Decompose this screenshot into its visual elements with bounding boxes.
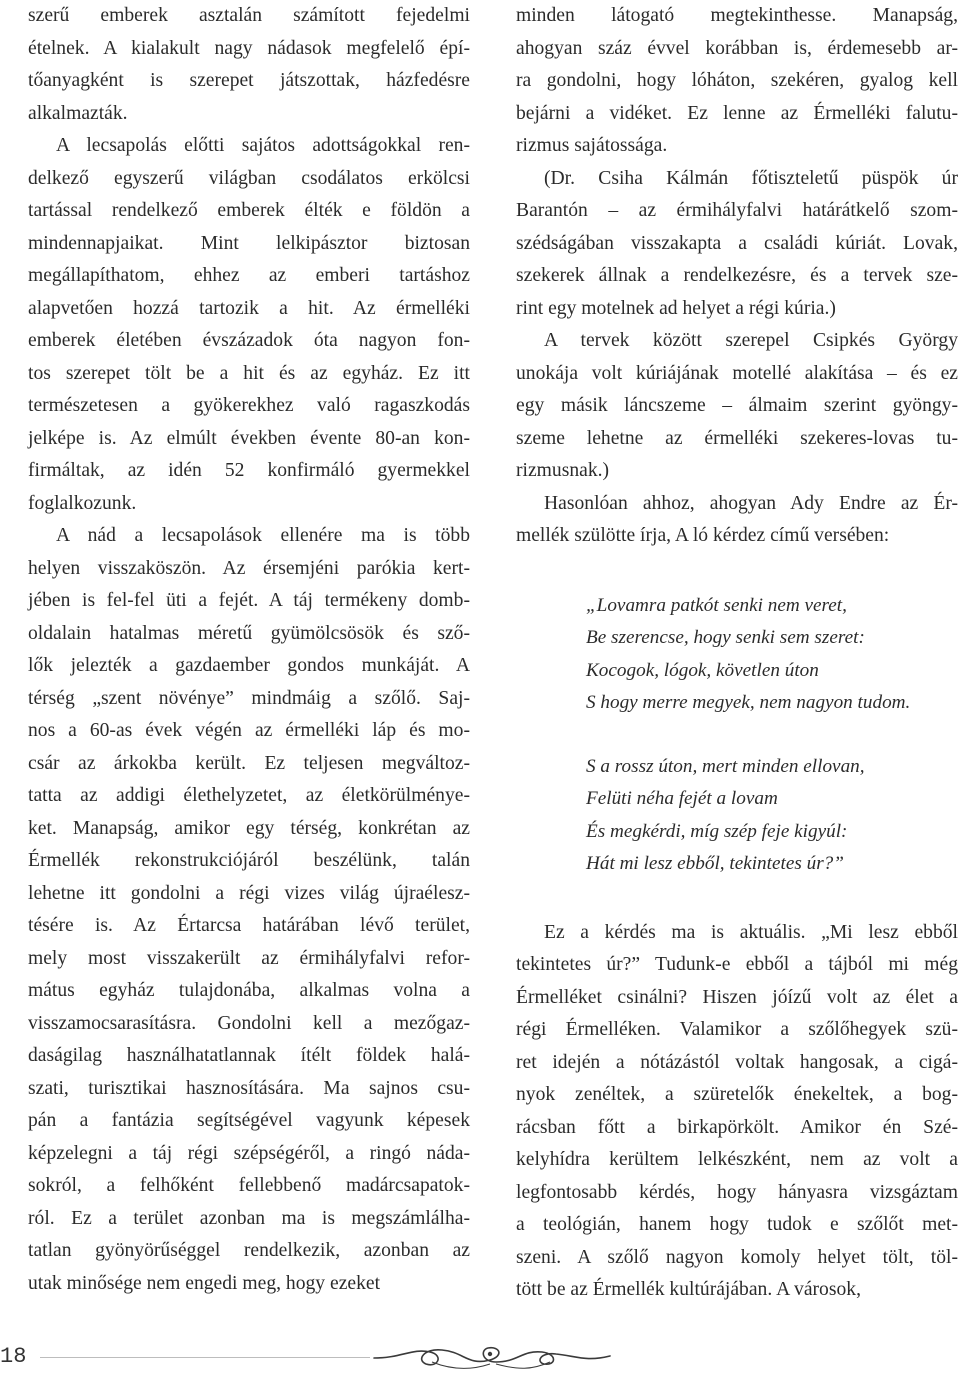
- text-line: oldalain hatalmas méretű gyümölcsösök és sző-: [28, 622, 470, 644]
- text-line: A nád a lecsapolások ellenére ma is több: [56, 525, 470, 546]
- right-column-continuation: [516, 917, 958, 1307]
- poem-line: Hát mi lesz ebből, tekintetes úr?”: [586, 853, 844, 874]
- text-line: daságilag használhatatlannak ítélt földek halá-: [28, 1045, 470, 1066]
- text-line: ahogyan száz évvel korábban is, érdemesebb ar-: [516, 37, 958, 59]
- text-line: egy másik láncszeme – álmaim szerint gyöngy-: [516, 395, 958, 416]
- text-line: Érmellék rekonstrukciójáról beszélünk, talán: [28, 850, 470, 871]
- text-line: régi Érmelléken. Valamikor a szőlőhegyek szü-: [516, 1019, 958, 1040]
- text-line: bejárni a vidéket. Ez lenne az Érmelléki falutu-: [516, 102, 958, 124]
- paragraph: [516, 488, 958, 553]
- text-line: unokája volt kúriájának motellé alakítása – és ez: [516, 362, 958, 384]
- text-line: jelképe is. Az elmúlt években évente 80-an kon-: [28, 427, 470, 449]
- poem-line: S a rossz úton, mert minden ellovan,: [586, 755, 865, 777]
- poem-line: Felüti néha fejét a lovam: [586, 788, 778, 809]
- text-line: mellék szülötte írja, A ló kérdez című versében:: [516, 525, 890, 546]
- text-line: szati, turisztikai hasznosítására. Ma sajnos csu-: [28, 1077, 470, 1099]
- paragraph: [516, 163, 958, 326]
- paragraph: [516, 917, 958, 1307]
- text-line: nos a 60-as évek végén az érmelléki láp és mo-: [28, 720, 470, 741]
- text-line: (Dr. Csiha Kálmán főtiszteletű püspök úr: [544, 167, 958, 189]
- text-line: nyok zenéltek, a szüretelők énekeltek, a bog-: [516, 1084, 958, 1105]
- text-line: tos szerepet tölt be a hit és az egyház. Ez itt: [28, 362, 470, 384]
- text-line: sokról, a felhőként fellebbenő madárcsapatok-: [28, 1175, 470, 1196]
- text-line: ret idején a nótázástól voltak hangosak, a cigá-: [516, 1051, 958, 1073]
- paragraph: [28, 520, 470, 1300]
- text-line: ket. Manapság, amikor egy térség, konkrétan az: [28, 817, 470, 839]
- text-line: szekerek állnak a rendelkezésre, és a tervek sze-: [516, 265, 958, 286]
- page-footer: [0, 1330, 960, 1373]
- text-line: mely most visszakerült az érmihályfalvi refor-: [28, 947, 470, 969]
- text-line: mindennapjaikat. Mint lelkipásztor biztosan: [28, 232, 470, 254]
- paragraph: [516, 325, 958, 488]
- paragraph: [28, 0, 470, 130]
- right-column-intro: [516, 0, 958, 553]
- text-line: emberek életében évszázadok óta nagyon fon-: [28, 330, 470, 351]
- text-line: A lecsapolás előtti sajátos adottságokkal ren-: [56, 135, 470, 156]
- text-line: a teológián, hanem hogy tudok e szőlőt met-: [516, 1214, 958, 1235]
- text-line: szédságában visszakapta a családi kúriát. Lovak,: [516, 232, 958, 254]
- text-line: tatlan gyönyörűséggel rendelkezik, azonban az: [28, 1240, 470, 1261]
- text-line: minden látogató megtekinthesse. Manapság,: [516, 5, 958, 26]
- text-line: képzelegni a táj régi szépségéről, a ringó náda-: [28, 1142, 470, 1164]
- text-line: firmáltak, az idén 52 konfirmáló gyermekkel: [28, 460, 470, 481]
- text-line: legfontosabb kérdés, hogy hányasra vizsgáztam: [516, 1181, 958, 1203]
- text-line: tésére is. Az Értarcsa határában lévő terület,: [28, 915, 470, 936]
- left-column: [28, 0, 470, 1300]
- text-line: Ez a kérdés ma is aktuális. „Mi lesz ebből: [544, 921, 958, 943]
- text-line: mátus egyház tulajdonába, alkalmas volna a: [28, 980, 470, 1001]
- poem-line: Be szerencse, hogy senki sem szeret:: [586, 627, 865, 648]
- poem-line: És megkérdi, míg szép feje kigyúl:: [586, 820, 848, 842]
- text-line: lehetne itt gondolni a régi vizes világ újraélesz-: [28, 882, 470, 904]
- text-line: pán a fantázia segítségével vagyunk képesek: [28, 1110, 470, 1131]
- text-line: Érmelléket csinálni? Hiszen jóízű volt az élet a: [516, 986, 958, 1008]
- poem: [516, 590, 958, 881]
- text-line: delkező egyszerű világban csodálatos erkölcsi: [28, 167, 470, 189]
- decorative-scroll-ornament-icon: [372, 1340, 612, 1374]
- text-line: szeni. A szőlő nagyon komoly helyet tölt, töl-: [516, 1246, 958, 1268]
- text-line: tött be az Érmellék kultúrájában. A városok,: [516, 1279, 861, 1300]
- text-line: rizmusnak.): [516, 460, 610, 481]
- page-number: 18: [0, 1344, 27, 1369]
- text-line: csár az árkokba került. Ez teljesen megváltoz-: [28, 752, 470, 774]
- text-line: tartással rendelkező emberek élték e földön a: [28, 200, 470, 221]
- text-line: kelyhídra kerültem lelkészként, nem az volt a: [516, 1149, 958, 1170]
- text-line: természetesen a gyökerekhez való ragaszkodás: [28, 395, 470, 416]
- right-column: [516, 0, 958, 1307]
- text-line: lők jelezték a gazdaember gondos munkáját. A: [28, 655, 470, 676]
- poem-line: „Lovamra patkót senki nem veret,: [586, 594, 847, 616]
- text-line: rizmus sajátossága.: [516, 135, 668, 156]
- text-line: tatta az addigi élethelyzetet, az életkörülménye-: [28, 785, 470, 806]
- text-line: visszamocsarasításra. Gondolni kell a mezőgaz-: [28, 1012, 470, 1034]
- text-line: tekintetes úr?” Tudunk-e ebből a tájból mi még: [516, 954, 958, 975]
- poem-stanza: [586, 590, 958, 720]
- text-line: alkalmazták.: [28, 102, 128, 124]
- poem-line: S hogy merre megyek, nem nagyon tudom.: [586, 692, 911, 713]
- text-line: rint egy motelnek ad helyet a régi kúria.): [516, 297, 836, 319]
- footer-rule: [40, 1357, 370, 1358]
- text-line: alapvetően hozzá tartozik a hit. Az érmelléki: [28, 297, 470, 319]
- poem-line: Kocogok, lógok, követlen úton: [586, 659, 819, 681]
- text-line: jében is fel-fel üti a fejét. A táj termékeny domb-: [28, 590, 470, 611]
- text-line: ra gondolni, hogy lóháton, szekéren, gyalog kell: [516, 70, 958, 91]
- text-line: utak minősége nem engedi meg, hogy ezeket: [28, 1272, 381, 1294]
- text-line: Barantón – az érmihályfalvi határátkelő szom-: [516, 200, 958, 221]
- text-line: Hasonlóan ahhoz, ahogyan Ady Endre az Ér-: [544, 492, 958, 514]
- text-line: ról. Ez a terület azonban ma is megszámlálha-: [28, 1207, 470, 1229]
- text-line: A tervek között szerepel Csipkés György: [544, 330, 958, 351]
- text-line: megállapíthatom, ehhez az emberi tartáshoz: [28, 265, 470, 286]
- text-line: helyen visszaköszön. Az érsemjéni parókia kert-: [28, 557, 470, 579]
- poem-stanza: [586, 751, 958, 881]
- text-line: foglalkozunk.: [28, 492, 137, 514]
- paragraph: [28, 130, 470, 520]
- text-line: ételnek. A kialakult nagy nádasok megfelelő épí-: [28, 37, 470, 59]
- text-line: tőanyagként is szerepet játszottak, házfedésre: [28, 70, 470, 91]
- paragraph: [516, 0, 958, 163]
- text-line: szerű emberek asztalán számított fejedelmi: [28, 5, 470, 26]
- text-line: szeme lehetne az érmelléki szekeres-lovas tu-: [516, 427, 958, 449]
- text-line: térség „szent növénye” mindmáig a szőlő. Saj-: [28, 687, 470, 709]
- text-line: rácsban főtt a birkapörkölt. Amikor én Szé-: [516, 1116, 958, 1138]
